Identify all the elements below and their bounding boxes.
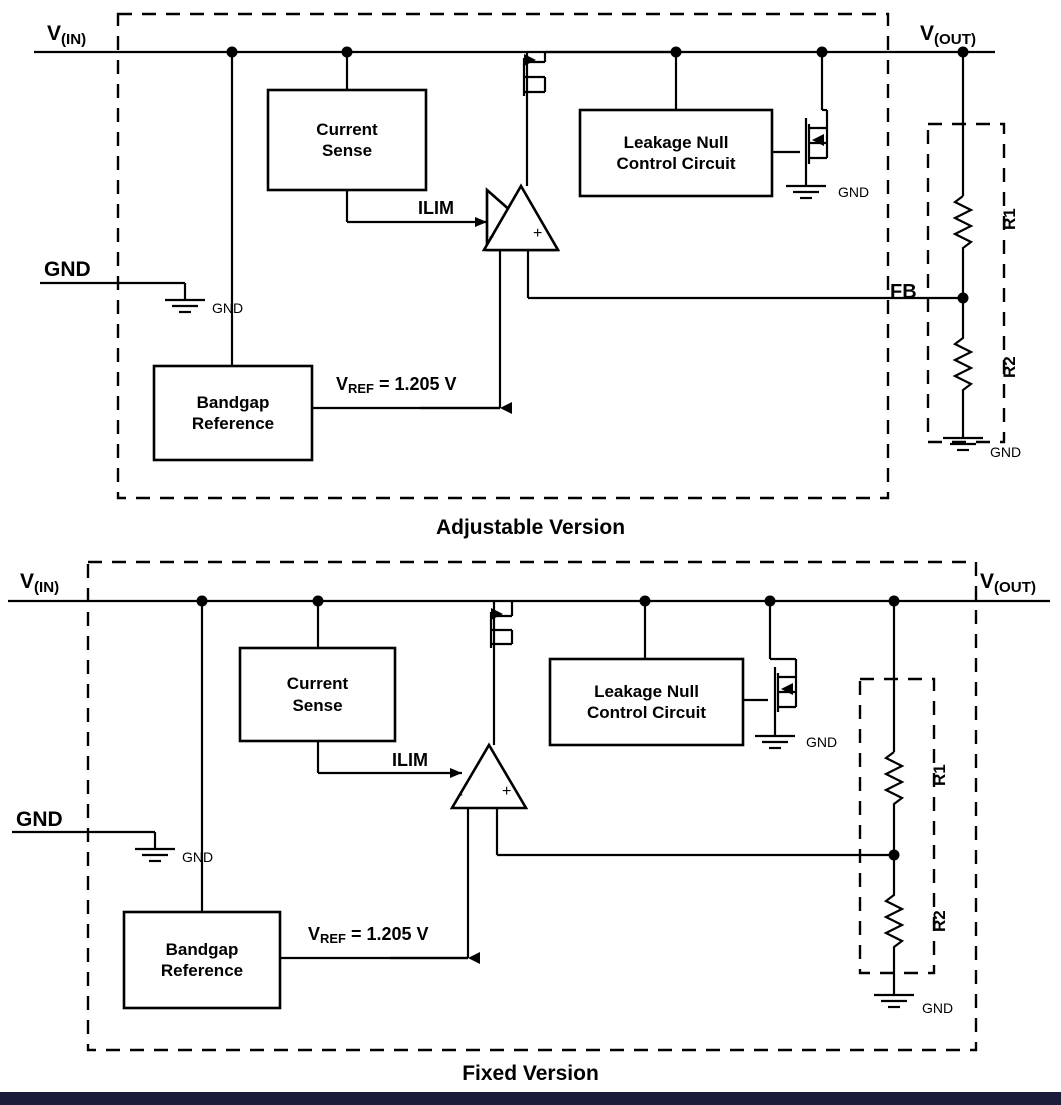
caption-adjustable: Adjustable Version	[435, 516, 626, 539]
caption-fixed: Fixed Version	[462, 1062, 599, 1085]
vin-label-adjustable: $V_{(IN)}$	[47, 22, 87, 48]
amp-minus-label-adjustable: -	[489, 228, 494, 245]
vout-label-fixed: $V_{(OUT)}$	[980, 570, 1036, 596]
vout-label-adjustable: $V_{(OUT)}$	[920, 22, 976, 48]
r2-label-fixed: R2	[930, 910, 949, 932]
gnd-symbol-text-adjustable-2: GND	[838, 184, 870, 200]
amp-plus-label-adjustable: +	[533, 225, 543, 242]
current-sense-block-adjustable: Current Sense	[316, 119, 378, 160]
vref-label-fixed: $V_{REF} = 1.205$ V	[308, 924, 429, 947]
gnd-symbol-text-fixed-1: GND	[182, 849, 214, 865]
ilim-label-fixed: ILIM	[392, 750, 428, 770]
r1-label-adjustable: R1	[1000, 208, 1019, 230]
gnd-pin-label-adjustable: GND	[44, 258, 91, 281]
ilim-label-adjustable: ILIM	[418, 198, 454, 218]
leakage-null-block-adjustable: Leakage Null Control Circuit	[616, 132, 736, 173]
vref-label-adjustable: $V_{REF} = 1.205$ V	[336, 374, 457, 397]
r2-label-adjustable: R2	[1000, 356, 1019, 378]
r1-label-fixed: R1	[930, 764, 949, 786]
gnd-symbol-text-adjustable-1: GND	[212, 300, 244, 316]
gnd-pin-label-fixed: GND	[16, 808, 63, 831]
bandgap-reference-block-fixed: Bandgap Reference	[160, 939, 244, 980]
gnd-symbol-text-adjustable-3: GND	[990, 444, 1022, 460]
leakage-null-block-fixed: Leakage Null Control Circuit	[587, 681, 706, 722]
vin-label-fixed: $V_{(IN)}$	[20, 570, 60, 596]
gnd-symbol-text-fixed-3: GND	[922, 1000, 954, 1016]
footer-bar	[0, 1092, 1061, 1105]
gnd-symbol-text-fixed-2: GND	[806, 734, 838, 750]
bandgap-reference-block-adjustable: Bandgap Reference	[191, 392, 275, 433]
amp-minus-label-fixed: -	[458, 786, 463, 803]
current-sense-block-fixed: Current Sense	[286, 674, 349, 715]
amp-plus-label-fixed: +	[502, 783, 512, 800]
fb-label-adjustable: FB	[890, 281, 917, 303]
